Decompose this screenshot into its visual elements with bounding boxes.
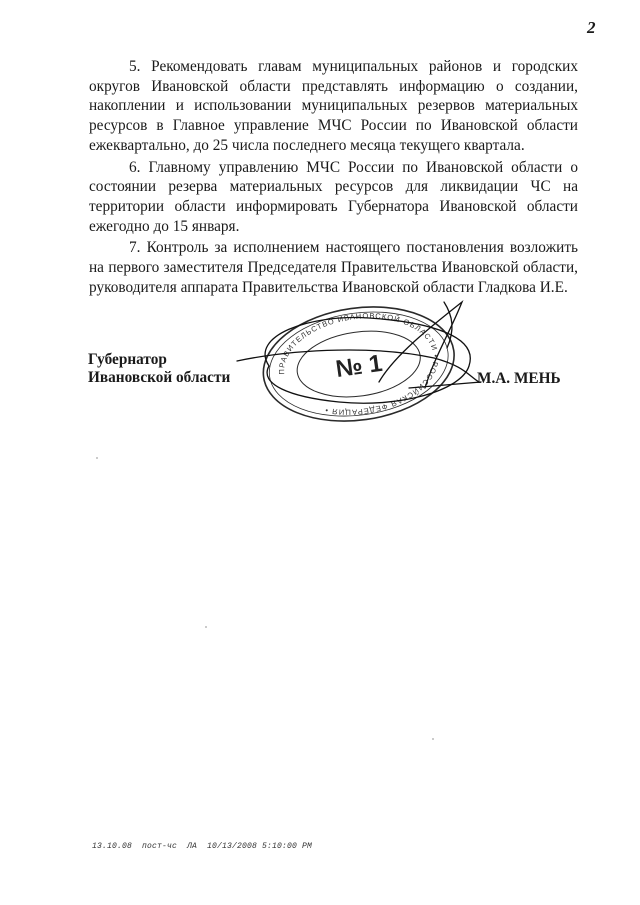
signatory-title (88, 351, 230, 387)
paragraph-6: 6. Главному управлению МЧС России по Ивановской области о состоянии резерва материальных ресурсов для ликвидации ЧС на территории области информировать Губернатора Ивановской области ежегодно до 15 января. (89, 158, 578, 235)
paragraph-5: 5. Рекомендовать главам муниципальных районов и городских округов Ивановской области представлять информацию о создании, накоплении и использовании муниципальных резервов материальных ресурсов в Главное управление МЧС России по Ивановской области ежеквартально, до 25 числа последнего месяца текущего квартала. (89, 58, 578, 154)
document-body (89, 57, 578, 299)
seal-ring-text: ПРАВИТЕЛЬСТВО ИВАНОВСКОЙ ОБЛАСТИ • РОССИЙСКАЯ ФЕДЕРАЦИЯ • (277, 311, 441, 417)
signature-block (88, 351, 588, 431)
paragraph-7: 7. Контроль за исполнением настоящего постановления возложить на первого заместителя Председателя Правительства Ивановской области, руководителя аппарата Правительства Ивановской области Гладкова И.Е. (89, 239, 578, 296)
page-number: 2 (587, 18, 596, 37)
scan-speck (205, 626, 207, 628)
print-stamp: 13.10.08 пост-чс ЛА 10/13/2008 5:10:00 PM (92, 842, 313, 851)
signatory-title-line2: Ивановской области (88, 369, 231, 386)
signatory-title-line1: Губернатор (88, 351, 167, 368)
scan-speck (96, 457, 98, 459)
scan-speck (432, 738, 434, 740)
seal-number: № 1 (334, 349, 385, 384)
signatory-name: М.А. МЕНЬ (477, 370, 561, 387)
